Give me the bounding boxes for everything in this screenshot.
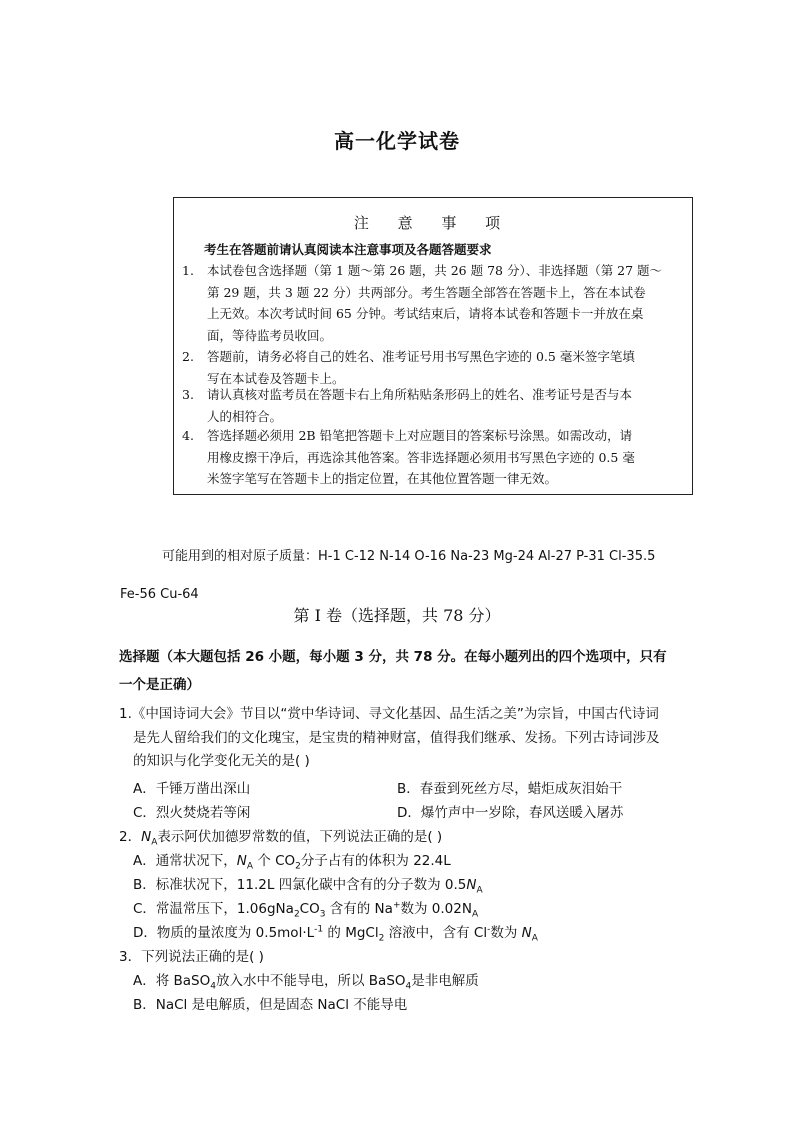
notice-line: 写在本试卷及答题卡上。 xyxy=(207,370,345,386)
subscript: 2 xyxy=(293,909,300,920)
question-2-number: 2． xyxy=(119,829,142,845)
notice-box xyxy=(173,197,693,495)
instruction-line-1: 选择题（本大题包括 26 小题，每小题 3 分，共 78 分。在每小题列出的四个选项中，只有 xyxy=(119,649,667,665)
avogadro-subscript: A xyxy=(246,861,254,872)
question-3-option-b: B．NaCl 是电解质，但是固态 NaCl 不能导电 xyxy=(133,997,408,1013)
option-text: 数为 0.02N xyxy=(400,901,472,917)
notice-line: 请认真核对监考员在答题卡右上角所粘贴条形码上的姓名、准考证号是否与本 xyxy=(207,387,633,402)
subscript: 3 xyxy=(319,909,326,920)
option-text: A．将 BaSO xyxy=(133,973,211,989)
avogadro-symbol: N xyxy=(466,877,477,893)
avogadro-subscript: A xyxy=(151,837,158,848)
notice-line: 面，等待监考员收回。 xyxy=(207,327,333,343)
question-1-option-b: B．春蚕到死丝方尽，蜡炬成灰泪始干 xyxy=(397,781,623,797)
notice-line: 用橡皮擦干净后，再选涂其他答案。答非选择题必须用书写黑色字迹的 0.5 毫 xyxy=(207,449,635,465)
option-text: 放入水中不能导电，所以 BaSO xyxy=(216,973,406,989)
notice-item-number: 1. xyxy=(182,263,194,278)
option-text: 数为 xyxy=(490,925,522,941)
option-text: D．物质的量浓度为 0.5mol·L xyxy=(133,925,315,941)
option-text: 个 CO xyxy=(257,853,296,869)
notice-item-number: 3. xyxy=(182,387,194,402)
superscript: + xyxy=(392,900,401,911)
notice-line: 本试卷包含选择题（第 1 题～第 26 题，共 26 题 78 分）、非选择题（第 27 题～ xyxy=(207,263,663,278)
question-2-option-c xyxy=(133,897,478,920)
notice-item-number: 2. xyxy=(182,349,194,364)
question-1-line-2: 是先人留给我们的文化瑰宝，是宝贵的精神财富，值得我们继承、发扬。下列古诗词涉及 xyxy=(133,729,660,746)
option-text: 含有的 Na xyxy=(329,901,393,917)
notice-subheading: 考生在答题前请认真阅读本注意事项及各题答题要求 xyxy=(204,242,492,257)
avogadro-symbol: N xyxy=(141,829,152,845)
option-text: B．标准状况下，11.2L 四氯化碳中含有的分子数为 0.5 xyxy=(133,877,467,893)
atomic-masses-line-1: 可能用到的相对原子质量：H-1 C-12 N-14 O-16 Na-23 Mg-24 Al-27 P-31 Cl-35.5 xyxy=(162,549,656,564)
notice-item-number: 4. xyxy=(182,428,194,443)
question-2-stem xyxy=(119,825,442,848)
instruction-line-2: 一个是正确） xyxy=(119,677,200,693)
question-1-line-3: 的知识与化学变化无关的是( ) xyxy=(133,753,310,769)
question-1-line-1: 1.《中国诗词大会》节目以“赏中华诗词、寻文化基因、品生活之美”为宗旨，中国古代诗词 xyxy=(119,706,659,722)
notice-line: 答选择题必须用 2B 铅笔把答题卡上对应题目的答案标号涂黑。如需改动，请 xyxy=(207,428,633,443)
question-2-option-b xyxy=(133,873,483,896)
section-title: 第 I 卷（选择题，共 78 分） xyxy=(293,606,501,625)
notice-line: 米签字笔写在答题卡上的指定位置，在其他位置答题一律无效。 xyxy=(207,471,558,486)
exam-title: 高一化学试卷 xyxy=(334,129,460,153)
option-text: 溶液中，含有 Cl xyxy=(388,925,488,941)
option-text: C．常温常压下，1.06gNa xyxy=(133,901,294,917)
option-text: CO xyxy=(299,901,320,917)
atomic-masses-line-2: Fe-56 Cu-64 xyxy=(120,587,199,602)
option-text: 分子占有的体积为 22.4L xyxy=(300,853,451,869)
avogadro-symbol: N xyxy=(236,853,247,869)
question-2-option-d xyxy=(133,921,538,944)
notice-heading: 注 意 事 项 xyxy=(353,214,513,232)
subscript: 2 xyxy=(295,861,301,872)
avogadro-subscript: A xyxy=(476,885,483,896)
option-text: 是非电解质 xyxy=(411,973,479,989)
question-2-text: 表示阿伏加德罗常数的值，下列说法正确的是( ) xyxy=(157,829,443,845)
notice-line: 第 29 题，共 3 题 22 分）共两部分。考生答题全部答在答题卡上，答在本试卷 xyxy=(207,284,646,300)
avogadro-subscript: A xyxy=(531,933,538,944)
question-1-option-d: D．爆竹声中一岁除，春风送暖入屠苏 xyxy=(397,805,624,821)
subscript: 2 xyxy=(378,933,385,944)
notice-line: 人的相符合。 xyxy=(207,408,283,424)
question-3-option-a xyxy=(133,969,479,992)
notice-line: 上无效。本次考试时间 65 分钟。考试结束后，请将本试卷和答题卡一并放在桌 xyxy=(207,306,644,321)
superscript: -1 xyxy=(314,924,324,935)
avogadro-subscript: A xyxy=(471,909,479,920)
subscript: 4 xyxy=(210,981,216,992)
question-3-stem: 3．下列说法正确的是( ) xyxy=(119,949,264,965)
question-1-stem xyxy=(119,703,689,774)
question-1-option-a: A．千锤万凿出深山 xyxy=(133,781,251,797)
notice-line: 答题前，请务必将自己的姓名、准考证号用书写黑色字迹的 0.5 毫米签字笔填 xyxy=(207,349,635,364)
question-2-option-a xyxy=(133,849,451,872)
avogadro-symbol: N xyxy=(521,925,532,941)
subscript: 4 xyxy=(405,981,412,992)
option-text: A．通常状况下， xyxy=(133,853,237,869)
option-text: 的 MgCl xyxy=(327,925,379,941)
question-1-option-c: C．烈火焚烧若等闲 xyxy=(133,805,251,821)
choice-instructions xyxy=(119,643,679,699)
superscript: - xyxy=(487,924,491,935)
